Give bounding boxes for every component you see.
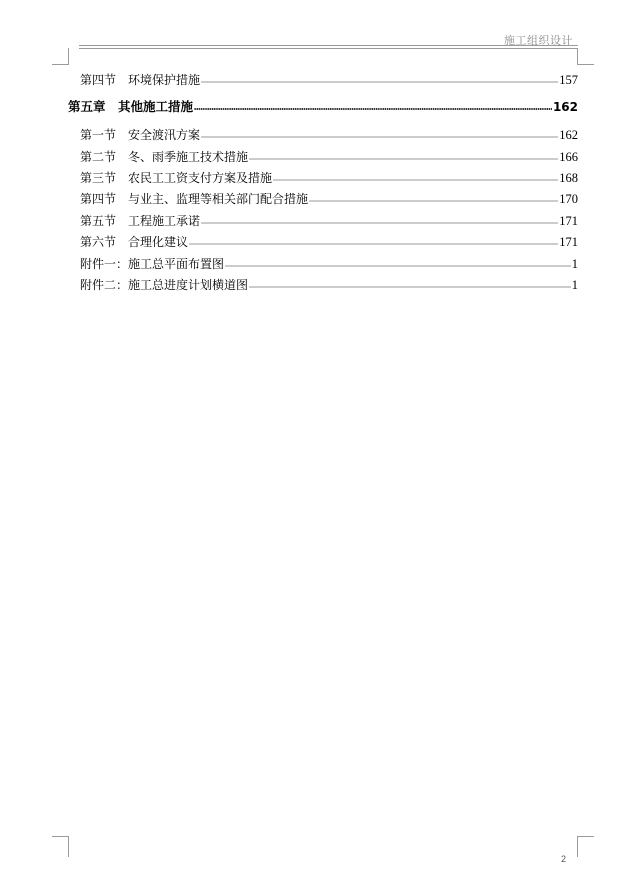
dot-leader [201, 135, 558, 139]
toc-entry-label: 第四节 环境保护措施 [80, 73, 201, 87]
dot-leader [201, 80, 558, 84]
crop-mark-top-left [52, 48, 69, 65]
toc-entry-label: 附件一：施工总平面布置图 [80, 257, 225, 271]
toc-entry[interactable] [80, 72, 578, 88]
dot-leader [309, 199, 558, 203]
toc-entry[interactable] [80, 213, 578, 229]
header-rule [79, 45, 578, 46]
page-number: 2 [561, 854, 567, 864]
toc-entry-page: 1 [571, 257, 578, 271]
toc-entry-label: 附件二：施工总进度计划横道图 [80, 278, 249, 292]
header-rule-secondary [79, 48, 578, 49]
toc-entry-page: 171 [559, 235, 578, 249]
toc-entry-label: 第五节 工程施工承诺 [80, 214, 201, 228]
toc-entry[interactable] [80, 170, 578, 186]
toc-entry-label: 第四节 与业主、监理等相关部门配合措施 [80, 192, 309, 206]
toc-entry[interactable] [80, 277, 578, 293]
toc-entry[interactable] [80, 149, 578, 165]
toc-entry-label: 第五章 其他施工措施 [68, 99, 194, 114]
crop-mark-bottom-right [577, 836, 594, 857]
toc-entry[interactable] [80, 127, 578, 143]
crop-mark-top-right [577, 48, 594, 65]
dot-leader [273, 178, 558, 182]
dot-leader [225, 264, 571, 268]
dot-leader [249, 285, 571, 289]
header-title: 施工组织设计 [504, 34, 573, 47]
toc-entry-page: 162 [559, 128, 578, 142]
toc-entry[interactable] [80, 256, 578, 272]
crop-mark-bottom-left [52, 836, 69, 857]
toc-entry-page: 1 [571, 278, 578, 292]
toc-entry-page: 166 [559, 150, 578, 164]
toc-entry-label: 第三节 农民工工资支付方案及措施 [80, 171, 273, 185]
toc-entry-label: 第二节 冬、雨季施工技术措施 [80, 150, 249, 164]
dot-leader [201, 221, 558, 225]
dot-leader [194, 107, 552, 111]
dot-leader [189, 242, 558, 246]
toc-entry-page: 168 [559, 171, 578, 185]
toc-entry-page: 170 [559, 192, 578, 206]
toc-entry-page: 162 [552, 100, 578, 114]
toc-entry-page: 157 [559, 73, 578, 87]
toc-entry-page: 171 [559, 214, 578, 228]
toc-entry-label: 第一节 安全渡汛方案 [80, 128, 201, 142]
toc-entry[interactable] [80, 234, 578, 250]
toc-entry[interactable] [80, 191, 578, 207]
toc-chapter-entry[interactable] [68, 99, 578, 115]
toc-entry-label: 第六节 合理化建议 [80, 235, 189, 249]
dot-leader [249, 157, 558, 161]
